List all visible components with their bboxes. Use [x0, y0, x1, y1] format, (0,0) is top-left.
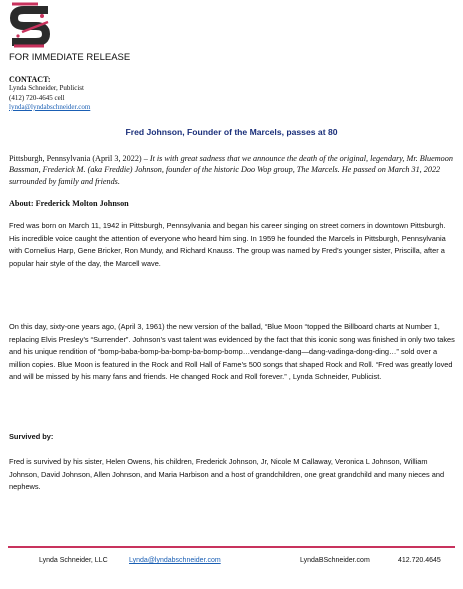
- company-logo-icon: [8, 2, 52, 50]
- dateline: Pittsburgh, Pennsylvania (April 3, 2022) –: [9, 154, 150, 163]
- contact-heading: CONTACT:: [9, 75, 51, 84]
- contact-email-link[interactable]: lynda@lyndabschneider.com: [9, 102, 91, 111]
- lede-text: It is with great sadness that we announce the death of the original, legendary, Mr. Bluemoon Bassman, Frederick M. (aka Freddie) Johnson, founder of the historic Doo Wop group, The Marcels. He passed on March 31, 2022 surrounded by family and friends.: [9, 154, 453, 186]
- blue-moon-paragraph: On this day, sixty-one years ago, (April 3, 1961) the new version of the ballad, “Blue Moon “topped the Billboard charts at Number 1, replacing Elvis Presley’s “Surrender”. Johnson’s vast talent was evidenced by the fact that this iconic song was finished in only two takes and his unique rendition of “bomp-baba-bomp-ba-bomp-ba-bomp-bomp…vendange-dang—dang-vadinga-dong-ding…” sold over a million copies. Blue Moon is featured in the Rock and Roll Hall of Fame’s 500 songs that shaped Rock and Roll. “Fred was greatly loved and will be missed by his many fans and friends. He changed Rock and Roll forever.” , Lynda Schneider, Publicist.: [9, 322, 455, 382]
- contact-block: [9, 75, 90, 112]
- press-release-headline: Fred Johnson, Founder of the Marcels, passes at 80: [125, 127, 338, 137]
- contact-name: Lynda Schneider, Publicist: [9, 84, 84, 93]
- survived-by-paragraph: Fred is survived by his sister, Helen Owens, his children, Frederick Johnson, Jr, Nicole M Callaway, Veronica L Johnson, William Johnson, David Johnson, Allen Johnson, and Maria Harbison and a host of grandchildren, one great grandchild and many nieces and nephews.: [9, 457, 445, 492]
- footer-website: LyndaBSchneider.com: [300, 557, 370, 564]
- footer-company: Lynda Schneider, LLC: [39, 557, 108, 564]
- biography-paragraph: Fred was born on March 11, 1942 in Pittsburgh, Pennsylvania and began his career singing on street corners in downtown Pittsburgh. His incredible voice caught the attention of everyone who heard him sing. In 1959 he founded the Marcels in Pittsburgh, Pennsylvania with Cornelius Harp, Gene Bricker, Ron Mundy, and Richard Knauss. The group was named by Fred’s younger sister, Priscilla, after a popular hair style of the day, the Marcell wave.: [9, 221, 446, 268]
- release-label: FOR IMMEDIATE RELEASE: [9, 52, 131, 63]
- about-heading: About: Frederick Molton Johnson: [9, 199, 129, 208]
- footer-phone: 412.720.4645: [398, 557, 441, 564]
- footer-divider: [8, 546, 455, 548]
- lede-paragraph: [9, 153, 457, 187]
- survived-by-heading: Survived by:: [9, 432, 54, 441]
- footer-email-link[interactable]: Lynda@lyndabschneider.com: [129, 557, 221, 564]
- contact-phone: (412) 720-4645 cell: [9, 93, 65, 102]
